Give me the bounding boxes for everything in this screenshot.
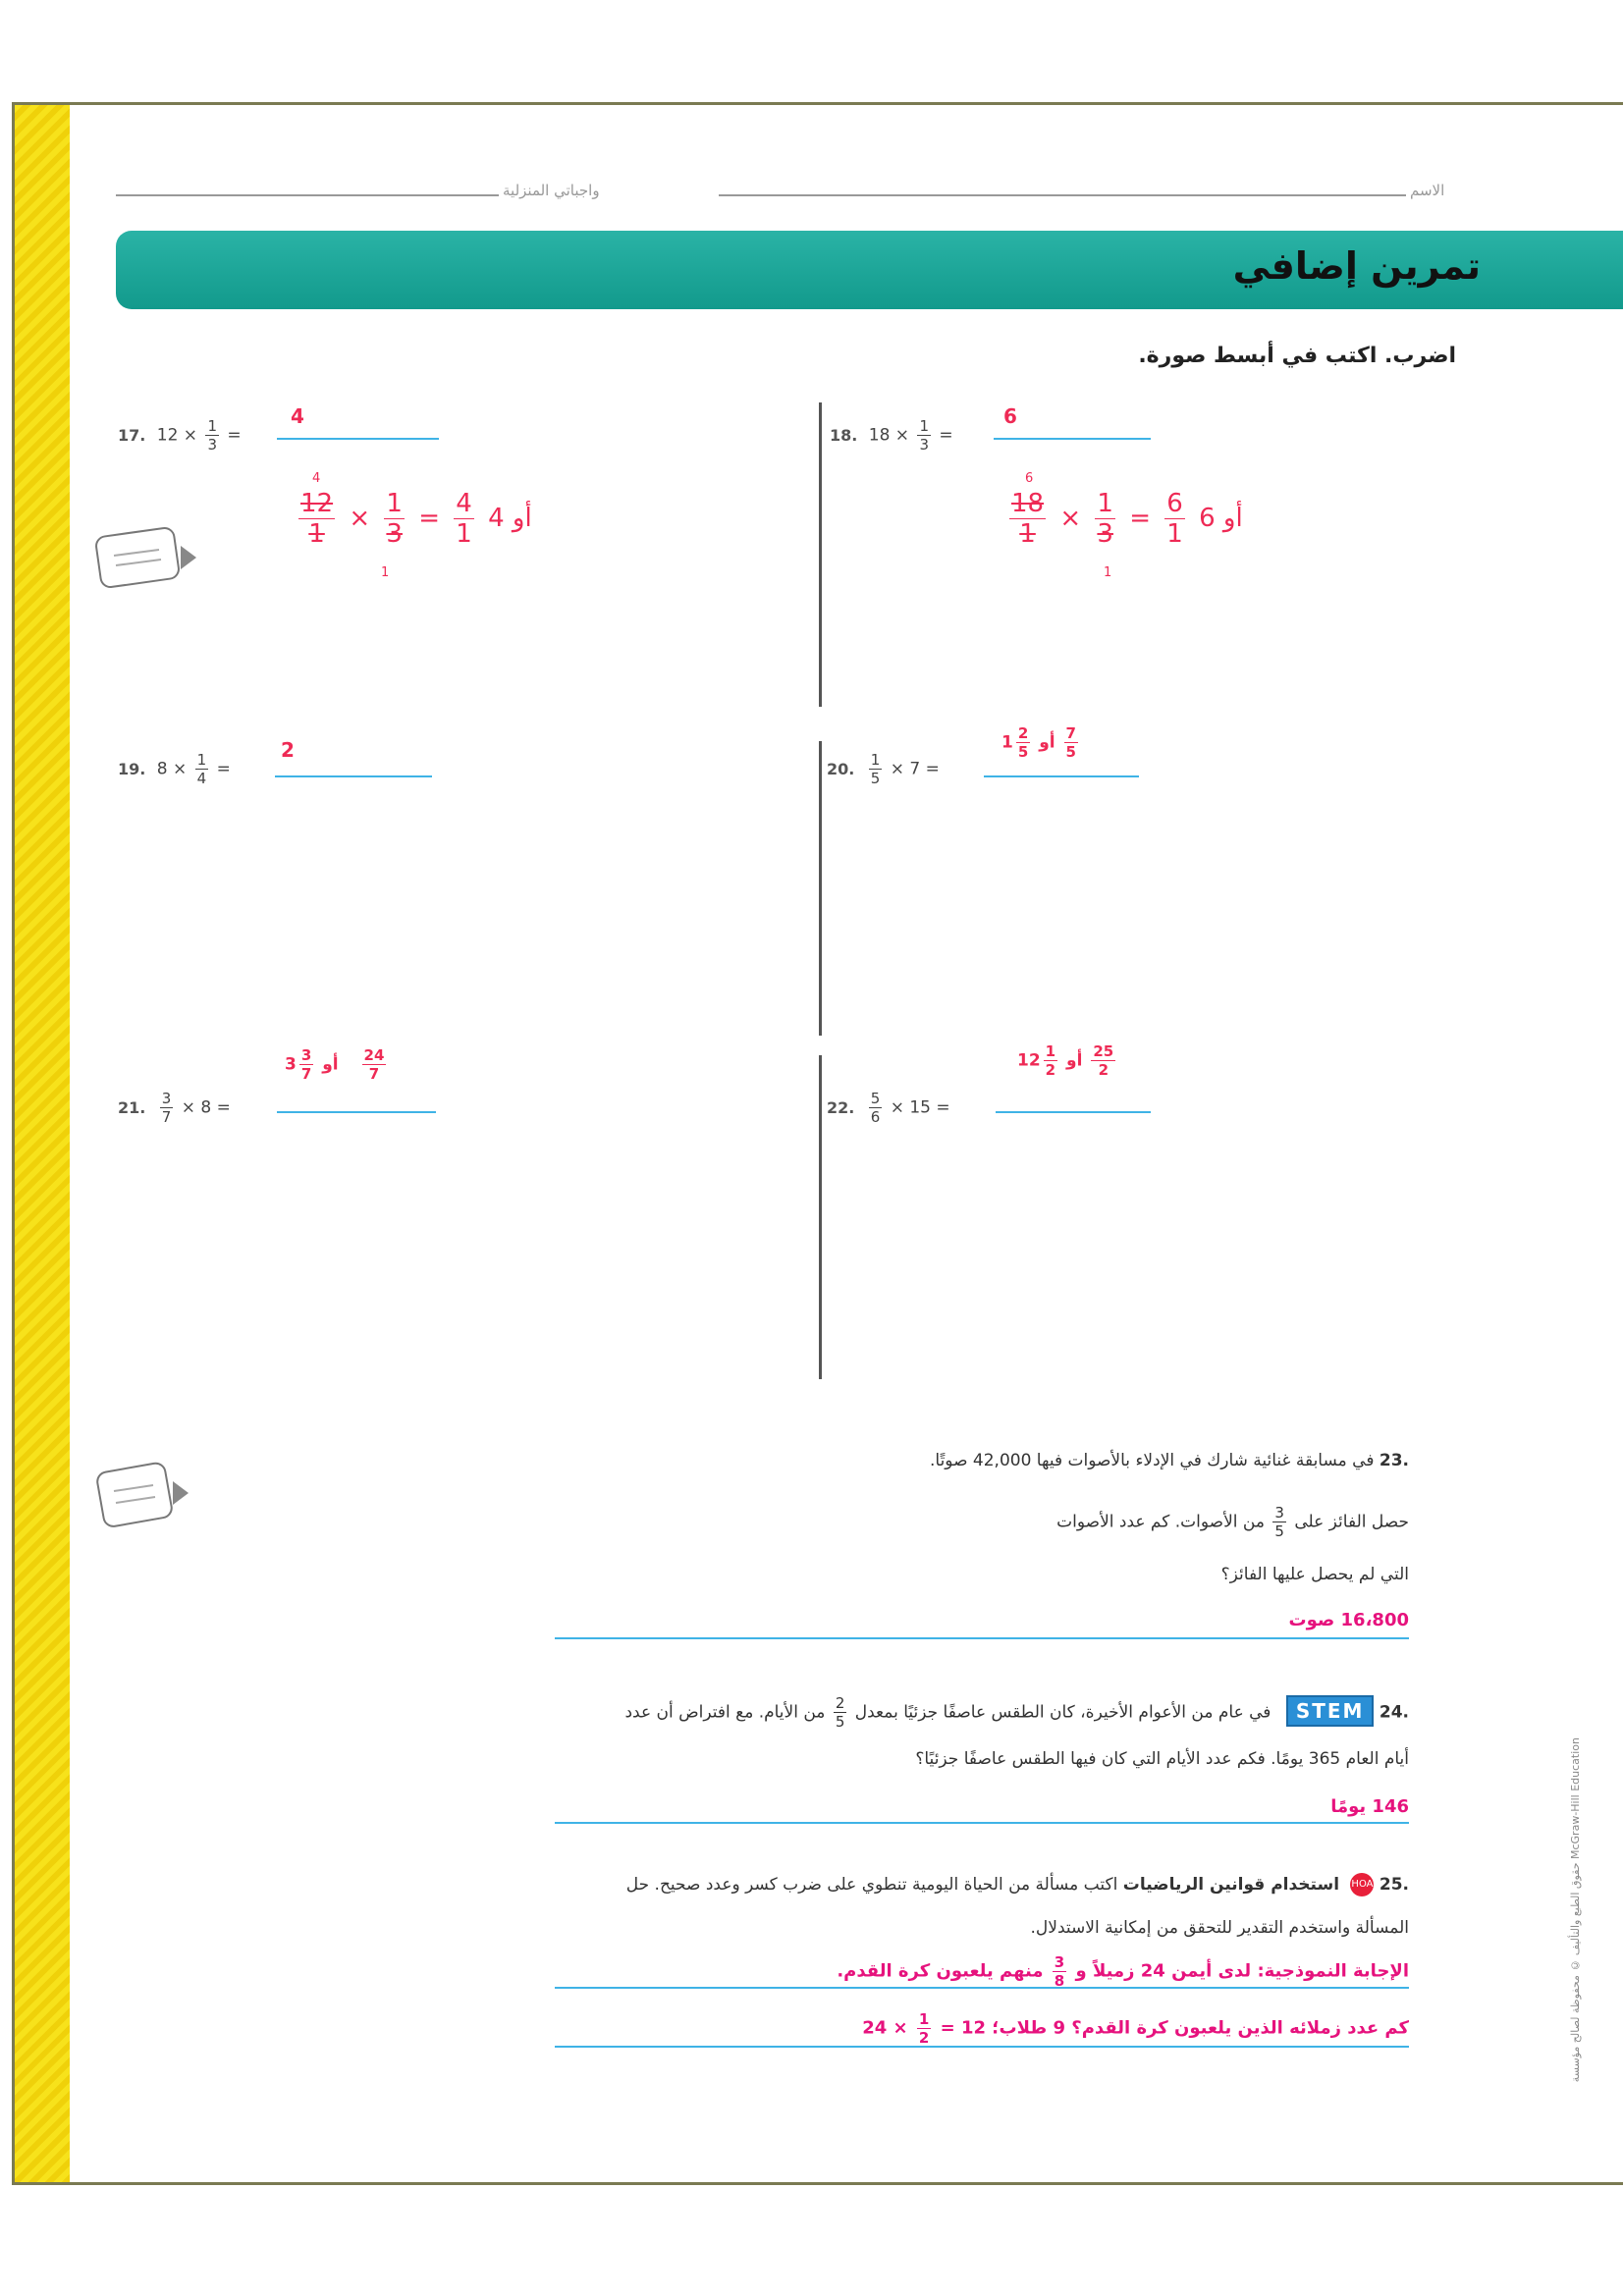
fraction: $\frac{1}{2}$ <box>918 2010 930 2047</box>
fraction: $\frac{5}{6}$ <box>870 1090 881 1126</box>
whole-number: 12 <box>156 425 179 446</box>
page-title: تمرين إضافي <box>1232 244 1481 288</box>
homework-line <box>116 194 499 196</box>
fraction: $\frac{1}{5}$ <box>870 751 881 787</box>
fraction: $\frac{18}{1}$ <box>1011 489 1045 549</box>
practice-label: استخدام قوانين الرياضيات <box>1122 1875 1340 1895</box>
column-divider <box>819 741 822 1036</box>
or-word: أو <box>1222 504 1243 533</box>
or-word: أو <box>1039 732 1055 753</box>
answer-25-line1: الإجابة النموذجية: لدى أيمن 24 زميلاً و $\frac{3}{8}$ منهم يلعبون كرة القدم. <box>837 1953 1409 1990</box>
instructions: اضرب. اكتب في أبسط صورة. <box>1138 344 1456 368</box>
math-practice-icon: HOA <box>1350 1873 1374 1896</box>
or-word: أو <box>1066 1050 1083 1071</box>
answer-line <box>555 1637 1409 1639</box>
fraction: $\frac{1}{3}$ <box>207 417 217 454</box>
problem-number: 18. <box>830 425 858 445</box>
fraction: $\frac{4}{1}$ <box>456 489 472 549</box>
fraction: $\frac{2}{5}$ <box>835 1694 845 1731</box>
whole-number: 8 <box>200 1097 212 1118</box>
final-answer: 4 <box>488 504 505 533</box>
problem-number: .25 <box>1379 1875 1409 1895</box>
answer-19: 2 <box>281 738 295 762</box>
answer-line <box>555 2046 1409 2048</box>
or-word: أو <box>512 504 532 533</box>
column-divider <box>819 1055 822 1379</box>
problem-number: .23 <box>1379 1451 1409 1470</box>
homework-help-icon <box>94 520 202 599</box>
answer-21: 3 $\frac{3}{7}$ أو $\frac{24}{7}$ <box>285 1046 385 1083</box>
title-banner <box>116 231 1623 309</box>
answer-line <box>984 775 1139 777</box>
cancel-note: 4 <box>312 471 321 486</box>
problem-22: 22. $\frac{5}{6}$ × 15 = <box>827 1090 950 1126</box>
problem-19: 19. 8 × $\frac{1}{4}$ = <box>118 751 231 787</box>
work-18: $\frac{18}{1}$ × $\frac{1}{3}$ = $\frac{6}{1}$ أو 6 <box>1011 489 1243 549</box>
answer-line <box>996 1111 1151 1113</box>
problem-17: 17. 12 × $\frac{1}{3}$ = <box>118 417 242 454</box>
problem-24-line1: .24 STEM في عام من الأعوام الأخيرة، كان الطقس عاصفًا جزئيًا بمعدل $\frac{2}{5}$ من الأيام. مع افتراض أن عدد <box>624 1694 1409 1731</box>
answer-22: 12 $\frac{1}{2}$ أو $\frac{25}{2}$ <box>1017 1042 1114 1079</box>
cancel-note: 6 <box>1025 471 1034 486</box>
whole-number: 7 <box>909 759 921 779</box>
problem-number: 22. <box>827 1097 855 1117</box>
fraction: $\frac{12}{1}$ <box>300 489 334 549</box>
name-label: الاسم <box>1410 182 1445 199</box>
problem-number: .24 <box>1379 1702 1409 1723</box>
fraction: $\frac{1}{3}$ <box>1097 489 1113 549</box>
problem-23-line3: التي لم يحصل عليها الفائز؟ <box>1220 1565 1409 1584</box>
name-line <box>719 194 1406 196</box>
answer-17: 4 <box>291 404 304 428</box>
whole-number: 18 <box>868 425 891 446</box>
answer-20: 1 $\frac{2}{5}$ أو $\frac{7}{5}$ <box>1001 724 1076 761</box>
answer-25-line2: كم عدد زملائه الذين يلعبون كرة القدم؟ 9 طلاب؛ 12 = $\frac{1}{2}$ × 24 <box>862 2010 1409 2047</box>
problem-25-line2: المسألة واستخدم التقدير للتحقق من إمكانية الاستدلال. <box>1030 1918 1409 1938</box>
fraction: $\frac{1}{4}$ <box>196 751 207 787</box>
fraction: $\frac{6}{1}$ <box>1166 489 1183 549</box>
problem-23-line2: حصل الفائز على $\frac{3}{5}$ من الأصوات. كم عدد الأصوات <box>1056 1504 1409 1540</box>
fraction: $\frac{3}{5}$ <box>1274 1504 1284 1540</box>
cancel-note: 1 <box>1104 565 1112 580</box>
fraction: $\frac{1}{3}$ <box>919 417 929 454</box>
problem-number: 21. <box>118 1097 146 1117</box>
homework-help-icon <box>94 1458 202 1536</box>
final-answer: 6 <box>1199 504 1216 533</box>
whole-number: 15 <box>909 1097 931 1118</box>
or-word: أو <box>322 1054 339 1075</box>
fraction: $\frac{1}{3}$ <box>386 489 403 549</box>
copyright-text: حقوق الطبع والتأليف © محفوظة لصالح مؤسسة McGraw-Hill Education <box>1569 1737 1582 2083</box>
column-divider <box>819 402 822 707</box>
answer-18: 6 <box>1003 404 1017 428</box>
answer-23: 16،800 صوت <box>1288 1610 1409 1630</box>
answer-24: 146 يومًا <box>1330 1796 1409 1817</box>
problem-23-line1: .23 في مسابقة غنائية شارك في الإدلاء بالأصوات فيها 42,000 صوتًا. <box>929 1451 1409 1470</box>
problem-18: 18. 18 × $\frac{1}{3}$ = <box>830 417 953 454</box>
homework-label: واجباتي المنزلية <box>503 182 600 199</box>
problem-25-line1: .25 HOA استخدام قوانين الرياضيات اكتب مسألة من الحياة اليومية تنطوي على ضرب كسر وعدد صحيح. حل <box>625 1875 1409 1895</box>
problem-21: 21. $\frac{3}{7}$ × 8 = <box>118 1090 231 1126</box>
cancel-note: 1 <box>381 565 390 580</box>
yellow-edge-strip <box>15 105 70 2182</box>
answer-line <box>277 1111 436 1113</box>
answer-line <box>277 438 439 440</box>
answer-line <box>994 438 1151 440</box>
problem-number: 17. <box>118 425 146 445</box>
stem-badge: STEM <box>1286 1695 1375 1727</box>
problem-20: 20. $\frac{1}{5}$ × 7 = <box>827 751 940 787</box>
problem-number: 20. <box>827 759 855 778</box>
problem-24-line2: أيام العام 365 يومًا. فكم عدد الأيام التي كان فيها الطقس عاصفًا جزئيًا؟ <box>915 1749 1409 1769</box>
whole-number: 8 <box>156 759 168 779</box>
fraction: $\frac{3}{7}$ <box>161 1090 172 1126</box>
answer-line <box>555 1987 1409 1989</box>
answer-line <box>555 1822 1409 1824</box>
problem-number: 19. <box>118 759 146 778</box>
fraction: $\frac{3}{8}$ <box>1054 1953 1065 1990</box>
work-17: $\frac{12}{1}$ × $\frac{1}{3}$ = $\frac{4}{1}$ أو 4 <box>300 489 532 549</box>
answer-line <box>275 775 432 777</box>
